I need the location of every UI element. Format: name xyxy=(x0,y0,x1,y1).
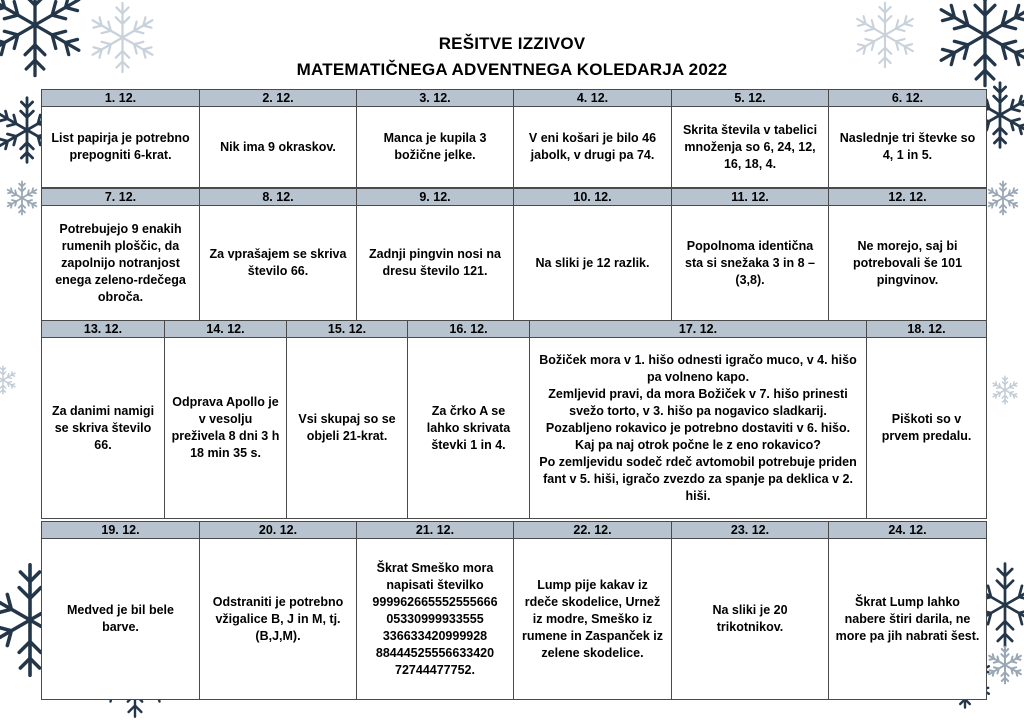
answer-line: Božiček mora v 1. hišo odnesti igračo muco, v 4. hišo pa volneno kapo. xyxy=(539,352,857,384)
calendar-row xyxy=(41,188,987,321)
day-answer: Manca je kupila 3 božične jelke. xyxy=(357,107,514,188)
document-title: REŠITVE IZZIVOV xyxy=(438,34,586,53)
snowflake-icon xyxy=(985,645,1024,685)
answer-line: Pozabljeno rokavico je potrebno dostaviti v 6. hišo. xyxy=(545,420,851,435)
day-header: 9. 12. xyxy=(357,189,514,206)
day-answer xyxy=(357,539,514,700)
day-answer: Nik ima 9 okraskov. xyxy=(200,107,357,188)
day-answer: Medved je bil bele barve. xyxy=(42,539,200,700)
day-header: 8. 12. xyxy=(200,189,357,206)
day-header: 10. 12. xyxy=(514,189,672,206)
day-header: 4. 12. xyxy=(514,90,672,107)
day-answer: Vsi skupaj so se objeli 21-krat. xyxy=(287,338,408,519)
answer-line: Škrat Smeško mora napisati številko xyxy=(376,560,494,592)
day-answer xyxy=(530,338,867,519)
day-header: 14. 12. xyxy=(165,321,287,338)
day-header: 23. 12. xyxy=(672,522,829,539)
day-answer: Potrebujejo 9 enakih rumenih ploščic, da zapolnijo notranjost enega zeleno-rdečega obroča. xyxy=(42,206,200,321)
day-answer: Za vprašajem se skriva število 66. xyxy=(200,206,357,321)
day-answer: List papirja je potrebno prepogniti 6-krat. xyxy=(42,107,200,188)
day-header: 3. 12. xyxy=(357,90,514,107)
day-header: 21. 12. xyxy=(357,522,514,539)
day-answer: Zadnji pingvin nosi na dresu število 121. xyxy=(357,206,514,321)
day-answer: Ne morejo, saj bi potrebovali še 101 pingvinov. xyxy=(829,206,987,321)
day-header: 20. 12. xyxy=(200,522,357,539)
snowflake-icon xyxy=(4,180,40,216)
day-answer: Popolnoma identična sta si snežaka 3 in 8 – (3,8). xyxy=(672,206,829,321)
day-header: 1. 12. xyxy=(42,90,200,107)
day-header: 12. 12. xyxy=(829,189,987,206)
document-subtitle: MATEMATIČNEGA ADVENTNEGA KOLEDARJA 2022 xyxy=(296,60,728,79)
day-answer: V eni košari je bilo 46 jabolk, v drugi pa 74. xyxy=(514,107,672,188)
answer-line: 05330999933555 xyxy=(386,611,484,626)
day-answer: Skrita števila v tabelici množenja so 6, 24, 12, 16, 18, 4. xyxy=(672,107,829,188)
day-header: 13. 12. xyxy=(42,321,165,338)
day-header: 16. 12. xyxy=(408,321,530,338)
day-answer: Na sliki je 12 razlik. xyxy=(514,206,672,321)
day-header: 18. 12. xyxy=(867,321,987,338)
day-answer: Na sliki je 20 trikotnikov. xyxy=(672,539,829,700)
day-answer: Za črko A se lahko skrivata števki 1 in 4. xyxy=(408,338,530,519)
answer-line: Po zemljevidu sodeč rdeč avtomobil potrebuje priden fant v 5. hiši, igračo zvezdo za spanje pa deklica v 2. hiši. xyxy=(539,454,857,503)
day-header: 2. 12. xyxy=(200,90,357,107)
answer-line: Zemljevid pravi, da mora Božiček v 7. hišo prinesti svežo torto, v 3. hišo pa nogavico sladkarij. xyxy=(548,386,848,418)
snowflake-icon xyxy=(0,365,18,395)
day-header: 17. 12. xyxy=(530,321,867,338)
day-header: 22. 12. xyxy=(514,522,672,539)
answer-line: 999962665552555666 xyxy=(372,594,498,609)
calendar-row xyxy=(41,521,987,700)
calendar-row xyxy=(41,89,987,188)
calendar-row xyxy=(41,320,987,519)
day-answer: Za danimi namigi se skriva število 66. xyxy=(42,338,165,519)
answer-line: Kaj pa naj otrok počne le z eno rokavico? xyxy=(575,437,821,452)
day-header: 5. 12. xyxy=(672,90,829,107)
day-header: 7. 12. xyxy=(42,189,200,206)
answer-line: 336633420999928 xyxy=(382,628,488,643)
snowflake-icon xyxy=(990,375,1020,405)
snowflake-icon xyxy=(985,180,1021,216)
day-answer: Odstraniti je potrebno vžigalice B, J in M, tj. (B,J,M). xyxy=(200,539,357,700)
day-answer: Naslednje tri števke so 4, 1 in 5. xyxy=(829,107,987,188)
day-header: 6. 12. xyxy=(829,90,987,107)
day-header: 24. 12. xyxy=(829,522,987,539)
day-header: 19. 12. xyxy=(42,522,200,539)
day-answer: Piškoti so v prvem predalu. xyxy=(867,338,987,519)
answer-line: 88444525556633420 xyxy=(375,645,495,660)
day-answer: Lump pije kakav iz rdeče skodelice, Urnež iz modre, Smeško iz rumene in Zaspanček iz zelene skodelice. xyxy=(514,539,672,700)
day-header: 11. 12. xyxy=(672,189,829,206)
answer-line: 72744477752. xyxy=(395,662,475,677)
day-header: 15. 12. xyxy=(287,321,408,338)
day-answer: Odprava Apollo je v vesolju preživela 8 dni 3 h 18 min 35 s. xyxy=(165,338,287,519)
day-answer: Škrat Lump lahko nabere štiri darila, ne more pa jih nabrati šest. xyxy=(829,539,987,700)
